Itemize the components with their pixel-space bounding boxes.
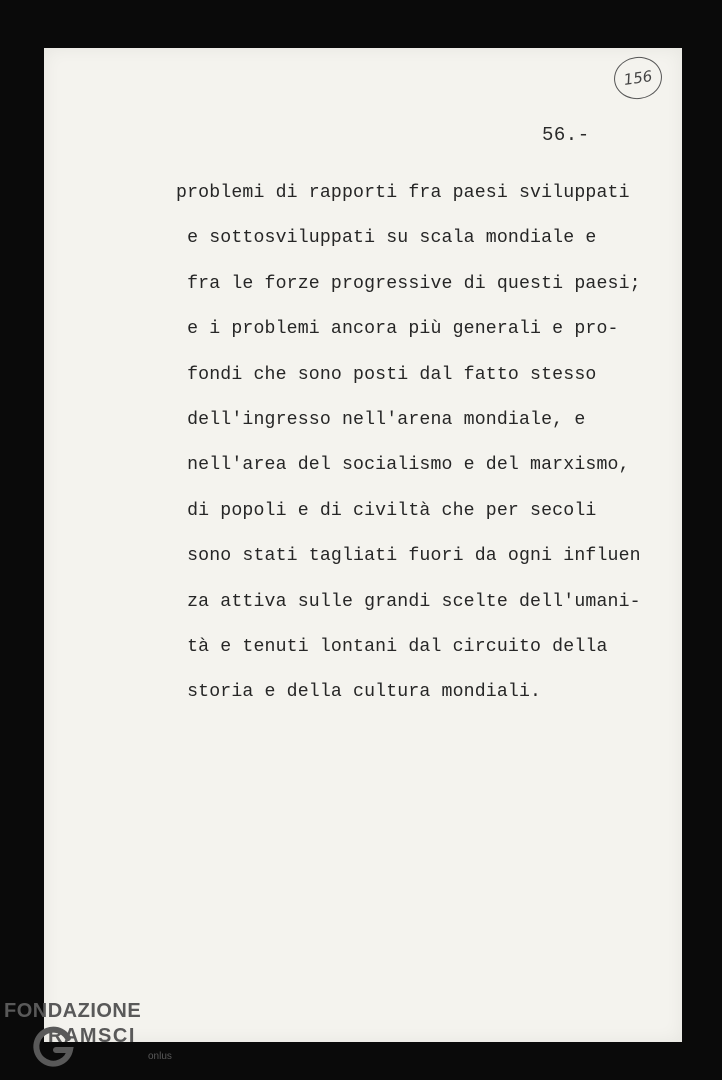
text-line: e i problemi ancora più generali e pro- <box>176 319 619 340</box>
logo-line2: RAMSCI <box>48 1025 136 1047</box>
page-number: 56.- <box>542 124 590 146</box>
text-line: za attiva sulle grandi scelte dell'umani- <box>176 591 641 612</box>
logo-line1: FONDAZIONE <box>4 1000 142 1022</box>
foundation-logo <box>4 1000 184 1080</box>
logo-subtitle: onlus <box>148 1051 172 1062</box>
document-page <box>44 48 682 1042</box>
text-line: sono stati tagliati fuori da ogni influen <box>176 546 641 567</box>
text-line: problemi di rapporti fra paesi sviluppati <box>176 183 630 203</box>
text-line: dell'ingresso nell'arena mondiale, e <box>176 409 586 430</box>
text-line: nell'area del socialismo e del marxismo, <box>176 455 630 476</box>
text-line: storia e della cultura mondiali. <box>176 682 542 703</box>
text-line: tà e tenuti lontani dal circuito della <box>176 636 608 657</box>
archive-stamp: 156 <box>611 54 664 102</box>
text-line: di popoli e di civiltà che per secoli <box>176 500 597 521</box>
typed-text-block <box>176 178 641 723</box>
text-line: fra le forze progressive di questi paesi; <box>176 273 641 294</box>
text-line: fondi che sono posti dal fatto stesso <box>176 364 597 385</box>
text-line: e sottosviluppati su scala mondiale e <box>176 228 597 249</box>
